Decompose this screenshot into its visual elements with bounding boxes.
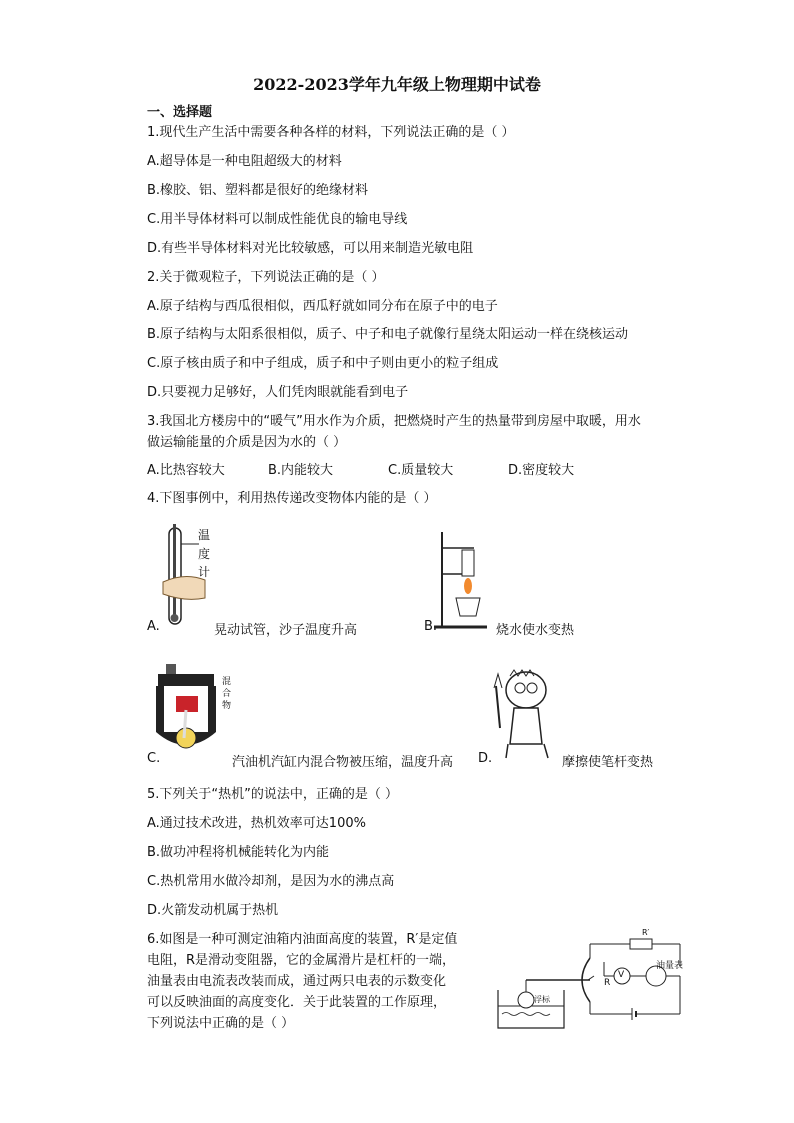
q4-option-c-letter: C. bbox=[147, 751, 161, 766]
thermometer-label-2: 度 bbox=[198, 547, 211, 561]
q2-stem: 2.关于微观粒子，下列说法正确的是（ ） bbox=[147, 270, 385, 285]
q2-option-c: C.原子核由质子和中子组成，质子和中子则由更小的粒子组成 bbox=[147, 356, 499, 371]
q5-stem: 5.下列关于“热机”的说法中，正确的是（ ） bbox=[147, 787, 399, 802]
mixture-label-2: 合 bbox=[222, 689, 232, 699]
q3-option-b: B.内能较大 bbox=[268, 463, 334, 478]
q4-option-b-letter: B. bbox=[424, 619, 438, 634]
oil-gauge-circuit-figure bbox=[494, 928, 700, 1034]
q4-option-a-letter: A. bbox=[147, 619, 160, 634]
q5-option-d: D.火箭发动机属于热机 bbox=[147, 903, 279, 918]
voltmeter-label: V bbox=[618, 970, 625, 980]
q3-option-c: C.质量较大 bbox=[388, 463, 454, 478]
q2-option-b: B.原子结构与太阳系很相似，质子、中子和电子就像行星绕太阳运动一样在绕核运动 bbox=[147, 327, 629, 342]
q2-option-d: D.只要视力足够好，人们凭肉眼就能看到电子 bbox=[147, 385, 409, 400]
engine-cylinder-figure bbox=[152, 662, 220, 758]
thermometer-label-1: 温 bbox=[198, 528, 211, 542]
section-heading: 一、选择题 bbox=[147, 105, 213, 120]
thermometer-label-3: 计 bbox=[198, 565, 211, 579]
q1-stem: 1.现代生产生活中需要各种各样的材料，下列说法正确的是（ ） bbox=[147, 125, 515, 140]
q2-option-a: A.原子结构与西瓜很相似，西瓜籽就如同分布在原子中的电子 bbox=[147, 299, 498, 314]
q4-option-d-letter: D. bbox=[478, 751, 493, 766]
mixture-label-1: 混 bbox=[222, 677, 232, 687]
q6-line-1: 6.如图是一种可测定油箱内油面高度的装置，R′是定值 bbox=[147, 932, 458, 947]
q3-option-d: D.密度较大 bbox=[508, 463, 575, 478]
float-label: 浮标 bbox=[534, 995, 550, 1004]
q1-option-c: C.用半导体材料可以制成性能优良的输电导线 bbox=[147, 212, 408, 227]
oil-meter-label: 油量表 bbox=[656, 961, 684, 971]
q3-option-a: A.比热容较大 bbox=[147, 463, 225, 478]
rheostat-label: R bbox=[604, 978, 611, 988]
q5-option-b: B.做功冲程将机械能转化为内能 bbox=[147, 845, 330, 860]
rubbing-pencil-figure bbox=[488, 666, 558, 762]
q5-option-c: C.热机常用水做冷却剂，是因为水的沸点高 bbox=[147, 874, 395, 889]
q6-line-5: 下列说法中正确的是（ ） bbox=[147, 1016, 295, 1031]
mixture-label-3: 物 bbox=[222, 701, 232, 711]
fixed-resistor-label: R′ bbox=[642, 928, 650, 937]
q6-line-2: 电阻，R是滑动变阻器，它的金属滑片是杠杆的一端， bbox=[147, 953, 456, 968]
q5-option-a: A.通过技术改进，热机效率可达100% bbox=[147, 816, 366, 831]
q3-stem-line2: 做运输能量的介质是因为水的（ ） bbox=[147, 435, 347, 450]
q1-option-d: D.有些半导体材料对光比较敏感，可以用来制造光敏电阻 bbox=[147, 241, 474, 256]
page-title: 2022-2023学年九年级上物理期中试卷 bbox=[253, 75, 541, 94]
q4-option-a-text: 晃动试管，沙子温度升高 bbox=[214, 623, 358, 638]
heating-stand-figure bbox=[432, 528, 492, 632]
q4-stem: 4.下图事例中，利用热传递改变物体内能的是（ ） bbox=[147, 491, 437, 506]
q4-option-d-text: 摩擦使笔杆变热 bbox=[562, 755, 654, 770]
q6-line-4: 可以反映油面的高度变化．关于此装置的工作原理， bbox=[147, 995, 447, 1010]
q4-option-c-text: 汽油机汽缸内混合物被压缩，温度升高 bbox=[232, 755, 454, 770]
q1-option-b: B.橡胶、铝、塑料都是很好的绝缘材料 bbox=[147, 183, 369, 198]
q6-line-3: 油量表由电流表改装而成，通过两只电表的示数变化 bbox=[147, 974, 447, 989]
q1-option-a: A.超导体是一种电阻超级大的材料 bbox=[147, 154, 342, 169]
q4-option-b-text: 烧水使水变热 bbox=[496, 623, 575, 638]
q3-stem-line1: 3.我国北方楼房中的“暖气”用水作为介质，把燃烧时产生的热量带到房屋中取暖，用水 bbox=[147, 414, 641, 429]
